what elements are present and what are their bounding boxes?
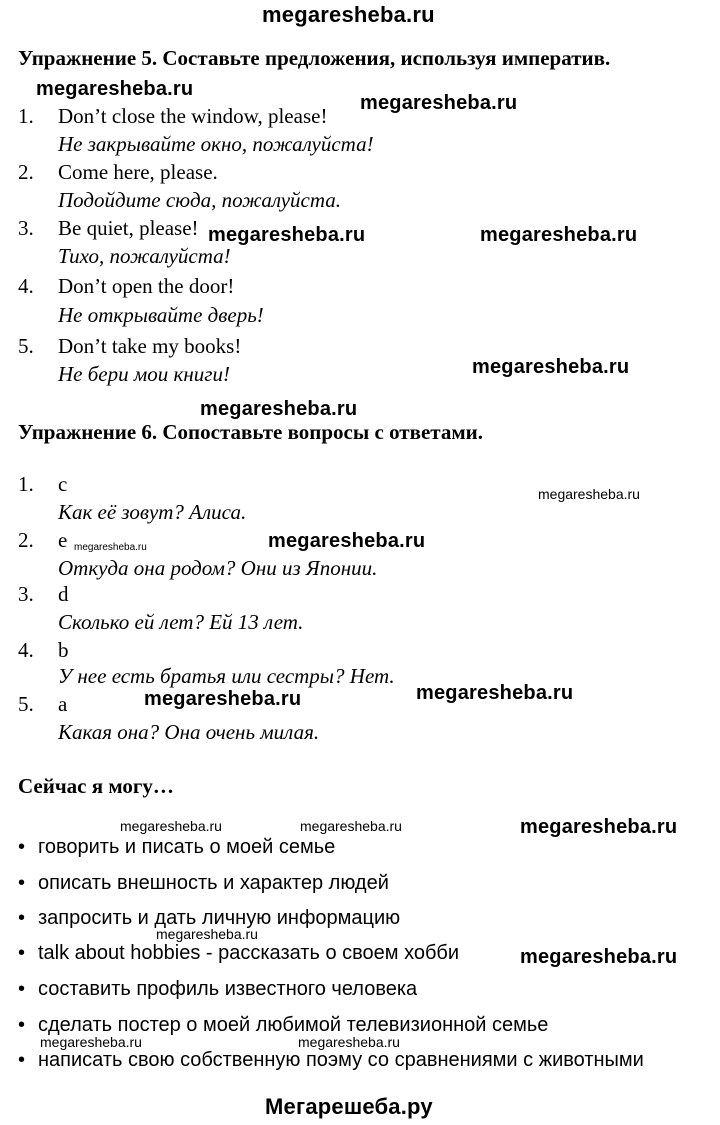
ex6-item-5-russian: Какая она? Она очень милая. <box>58 720 320 744</box>
ex5-item-3-russian: Тихо, пожалуйста! <box>58 244 231 268</box>
watermark: megaresheba.ru <box>40 1034 142 1050</box>
header-watermark: megaresheba.ru <box>262 2 435 27</box>
watermark: megaresheba.ru <box>520 816 678 838</box>
bullet: • <box>18 978 26 1000</box>
can-do-title: Сейчас я могу… <box>18 774 174 798</box>
ex6-item-2-letter: e <box>58 528 68 552</box>
ex5-item-5-russian: Не бери мои книги! <box>58 362 230 386</box>
watermark: megaresheba.ru <box>156 926 258 942</box>
watermark: megaresheba.ru <box>74 542 147 553</box>
ex5-item-4-english: Don’t open the door! <box>58 274 235 298</box>
watermark: megaresheba.ru <box>480 224 638 246</box>
watermark: megaresheba.ru <box>36 78 194 100</box>
ex6-item-1-letter: c <box>58 472 68 496</box>
footer-watermark: Мегарешеба.ру <box>265 1094 433 1119</box>
can-do-item: составить профиль известного человека <box>38 978 418 1000</box>
ex5-item-5-number: 5. <box>18 334 34 358</box>
watermark: megaresheba.ru <box>520 946 678 968</box>
can-do-item: говорить и писать о моей семье <box>38 836 336 858</box>
ex5-item-1-russian: Не закрывайте окно, пожалуйста! <box>58 132 374 156</box>
ex6-item-2-number: 2. <box>18 528 34 552</box>
exercise-5-title: Упражнение 5. Составьте предложения, используя императив. <box>18 46 611 70</box>
ex6-item-3-russian: Сколько ей лет? Ей 13 лет. <box>58 610 304 634</box>
ex5-item-2-russian: Подойдите сюда, пожалуйста. <box>58 188 342 212</box>
watermark: megaresheba.ru <box>360 92 518 114</box>
ex5-item-4-russian: Не открывайте дверь! <box>58 303 264 327</box>
ex5-item-2-number: 2. <box>18 160 34 184</box>
ex6-item-4-letter: b <box>58 638 69 662</box>
watermark: megaresheba.ru <box>268 530 426 552</box>
watermark: megaresheba.ru <box>472 356 630 378</box>
ex6-item-1-russian: Как её зовут? Алиса. <box>58 500 247 524</box>
watermark: megaresheba.ru <box>300 818 402 834</box>
ex6-item-4-russian: У нее есть братья или сестры? Нет. <box>58 664 395 688</box>
exercise-6-title: Упражнение 6. Сопоставьте вопросы с ответами. <box>18 420 484 444</box>
watermark: megaresheba.ru <box>144 688 302 710</box>
ex5-item-3-number: 3. <box>18 216 34 240</box>
ex6-item-2-russian: Откуда она родом? Они из Японии. <box>58 556 378 580</box>
bullet: • <box>18 836 26 858</box>
ex6-item-5-number: 5. <box>18 692 34 716</box>
ex5-item-2-english: Come here, please. <box>58 160 218 184</box>
ex6-item-5-letter: a <box>58 692 68 716</box>
can-do-item: написать свою собственную поэму со сравнениями с животными <box>38 1049 644 1071</box>
ex6-item-4-number: 4. <box>18 638 34 662</box>
bullet: • <box>18 942 26 964</box>
bullet: • <box>18 1014 26 1036</box>
can-do-item: talk about hobbies - рассказать о своем хобби <box>38 942 460 964</box>
watermark: megaresheba.ru <box>298 1034 400 1050</box>
ex6-item-3-number: 3. <box>18 582 34 606</box>
watermark: megaresheba.ru <box>416 682 574 704</box>
bullet: • <box>18 1049 26 1071</box>
watermark: megaresheba.ru <box>120 818 222 834</box>
ex6-item-3-letter: d <box>58 582 69 606</box>
ex5-item-1-number: 1. <box>18 104 34 128</box>
watermark: megaresheba.ru <box>538 486 640 502</box>
bullet: • <box>18 907 26 929</box>
watermark: megaresheba.ru <box>200 398 358 420</box>
ex5-item-5-english: Don’t take my books! <box>58 334 242 358</box>
ex5-item-1-english: Don’t close the window, please! <box>58 104 328 128</box>
watermark: megaresheba.ru <box>208 224 366 246</box>
ex5-item-3-english: Be quiet, please! <box>58 216 199 240</box>
can-do-item: запросить и дать личную информацию <box>38 907 401 929</box>
ex6-item-1-number: 1. <box>18 472 34 496</box>
bullet: • <box>18 872 26 894</box>
can-do-item: описать внешность и характер людей <box>38 872 389 894</box>
can-do-item: сделать постер о моей любимой телевизионной семье <box>38 1014 549 1036</box>
ex5-item-4-number: 4. <box>18 274 34 298</box>
